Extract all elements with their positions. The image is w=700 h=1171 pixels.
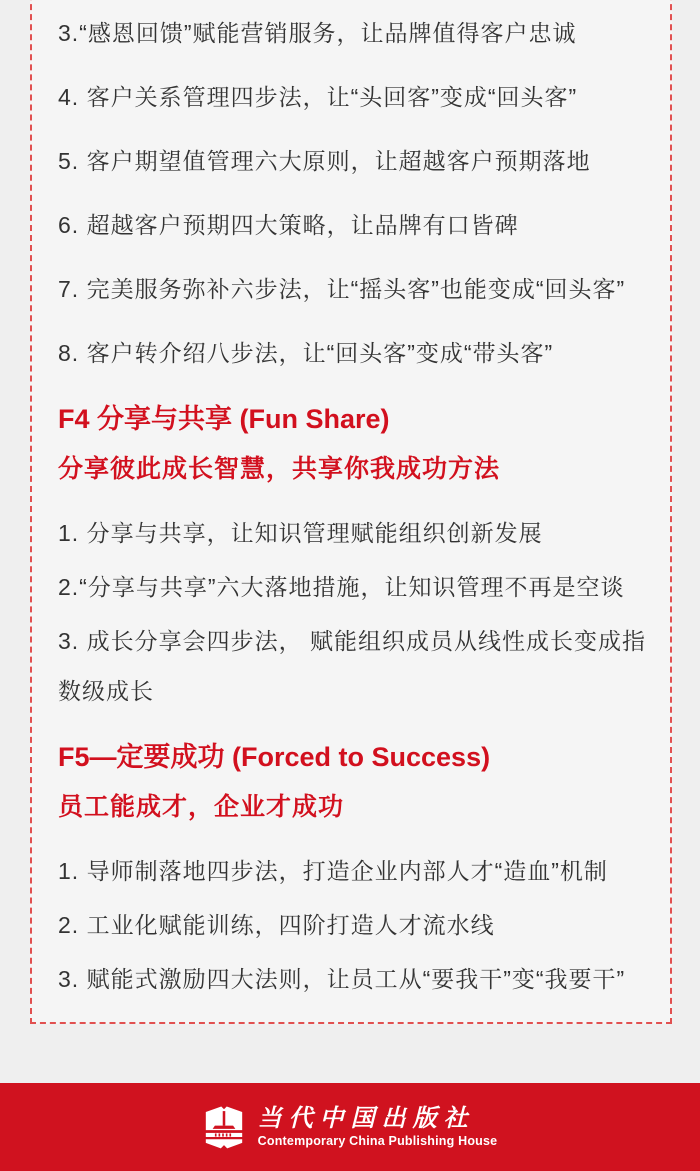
outline-item: 3. 成长分享会四步法， 赋能组织成员从线性成长变成指数级成长: [58, 628, 646, 704]
publisher-name-cn: 当代中国出版社: [257, 1105, 475, 1132]
outline-item: 2. 工业化赋能训练，四阶打造人才流水线: [58, 912, 495, 938]
publisher-logo: [203, 1102, 498, 1152]
outline-item: 6. 超越客户预期四大策略，让品牌有口皆碑: [58, 212, 519, 238]
outline-item: 5. 客户期望值管理六大原则，让超越客户预期落地: [58, 148, 591, 174]
publisher-name-en: Contemporary China Publishing House: [257, 1133, 498, 1148]
outline-item: 8. 客户转介绍八步法，让“回头客”变成“带头客”: [58, 340, 554, 366]
outline-item: 1. 分享与共享，让知识管理赋能组织创新发展: [58, 520, 543, 546]
section-f4-heading: F4 分享与共享 (Fun Share): [58, 404, 390, 434]
section-f5-subtitle: 员工能成才，企业才成功: [58, 793, 345, 821]
course-outline-card: [30, 0, 672, 1024]
section-f4-subtitle: 分享彼此成长智慧，共享你我成功方法: [58, 455, 501, 483]
publisher-banner: [0, 1083, 700, 1171]
outline-item: 1. 导师制落地四步法，打造企业内部人才“造血”机制: [58, 858, 608, 884]
outline-item: 4. 客户关系管理四步法，让“头回客”变成“回头客”: [58, 84, 578, 110]
outline-item: 7. 完美服务弥补六步法，让“摇头客”也能变成“回头客”: [58, 276, 626, 302]
publisher-logo-text: [258, 1106, 498, 1149]
outline-item: 3. 赋能式激励四大法则，让员工从“要我干”变“我要干”: [58, 966, 626, 992]
outline-item: 3.“感恩回馈”赋能营销服务，让品牌值得客户忠诚: [58, 20, 577, 46]
outline-item: 2.“分享与共享”六大落地措施，让知识管理不再是空谈: [58, 574, 625, 600]
section-f5-heading: F5—定要成功 (Forced to Success): [58, 742, 491, 772]
open-book-icon: [203, 1102, 245, 1152]
